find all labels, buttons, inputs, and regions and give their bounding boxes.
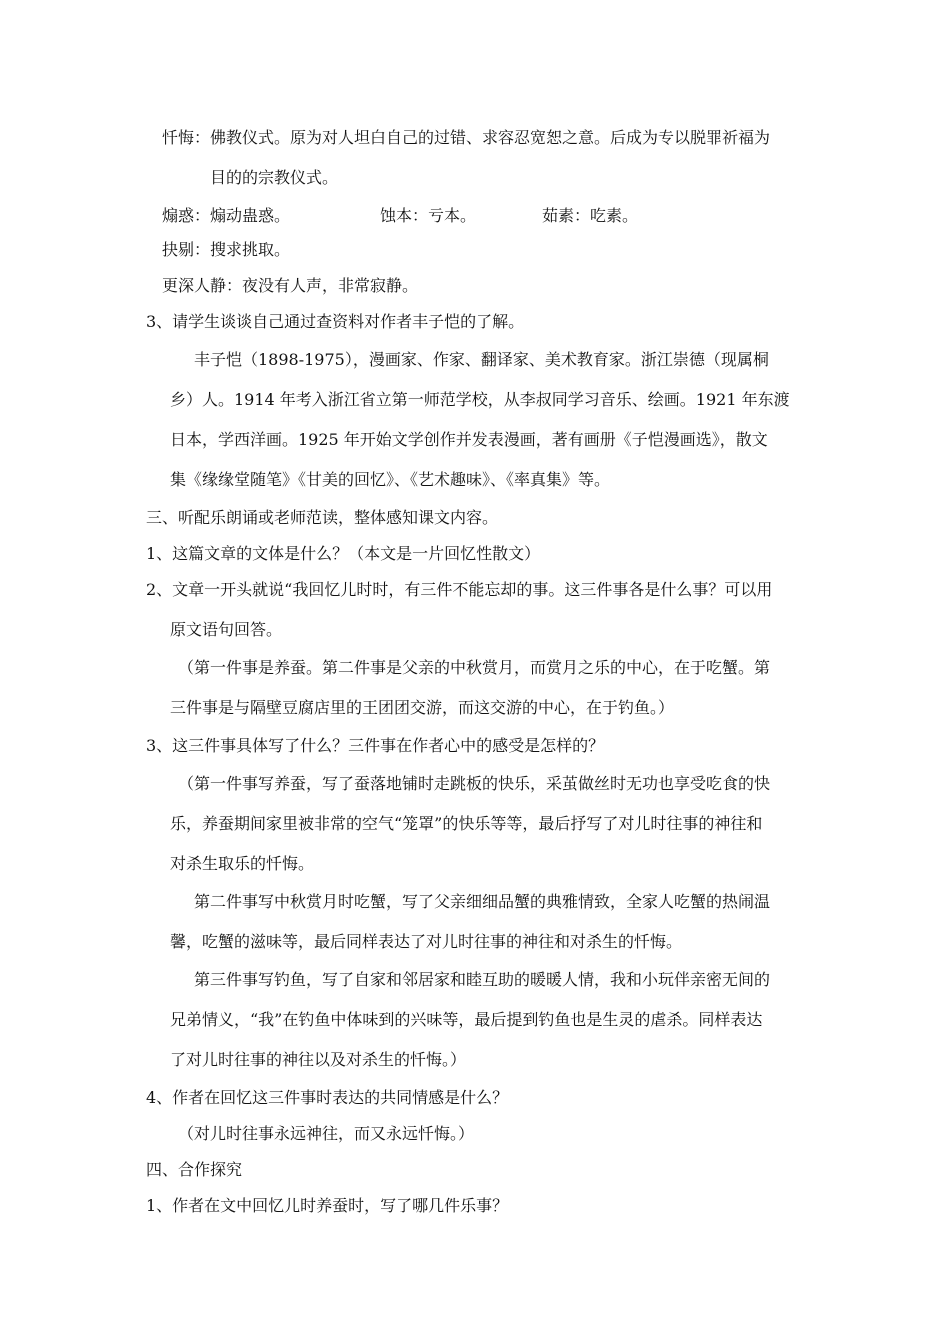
answer-3-p1-line: 乐，养蚕期间家里被非常的空气“笼罩”的快乐等等，最后抒写了对儿时往事的神往和 <box>170 814 763 833</box>
question-2-line-1: 2、文章一开头就说“我回忆儿时时，有三件不能忘却的事。这三件事各是什么事？可以用 <box>146 580 773 599</box>
question-2-line-2: 原文语句回答。 <box>170 620 283 639</box>
answer-3-p1-line: 对杀生取乐的忏悔。 <box>170 854 315 873</box>
answer-2-line-2: 三件事是与隔壁豆腐店里的王团团交游，而这交游的中心，在于钓鱼。） <box>170 698 675 717</box>
glossary-gengshen: 更深人静：夜没有人声，非常寂静。 <box>162 276 419 295</box>
question-1: 1、这篇文章的文体是什么？（本文是一片回忆性散文） <box>146 544 541 563</box>
answer-4: （对儿时往事永远神往，而又永远忏悔。） <box>178 1124 475 1143</box>
answer-3-p3-line: 第三件事写钓鱼，写了自家和邻居家和睦互助的暖暖人情，我和小玩伴亲密无间的 <box>194 970 771 989</box>
glossary-chanhui-line-1: 忏悔：佛教仪式。原为对人坦白自己的过错、求容忍宽恕之意。后成为专以脱罪祈福为 <box>162 128 771 147</box>
answer-3-p2-line: 第二件事写中秋赏月时吃蟹，写了父亲细细品蟹的典雅情致，全家人吃蟹的热闹温 <box>194 892 771 911</box>
glossary-jueti: 抉剔：搜求挑取。 <box>162 240 291 259</box>
glossary-shiben: 蚀本：亏本。 <box>380 206 477 225</box>
section-3-heading: 三、听配乐朗诵或老师范读，整体感知课文内容。 <box>146 508 499 527</box>
answer-3-p1-line: （第一件事写养蚕，写了蚕落地铺时走跳板的快乐，采茧做丝时无功也享受吃食的快 <box>178 774 771 793</box>
answer-line: 丰子恺（1898-1975），漫画家、作家、翻译家、美术教育家。浙江崇德（现属桐 <box>194 350 769 369</box>
glossary-shanhuo: 煽惑：煽动蛊惑。 <box>162 206 291 225</box>
question-3: 3、这三件事具体写了什么？三件事在作者心中的感受是怎样的？ <box>146 736 605 755</box>
answer-2-line-1: （第一件事是养蚕。第二件事是父亲的中秋赏月，而赏月之乐的中心，在于吃蟹。第 <box>178 658 771 677</box>
answer-line: 日本，学西洋画。1925 年开始文学创作并发表漫画，著有画册《子恺漫画选》，散文 <box>170 430 768 449</box>
answer-3-p3-line: 了对儿时往事的神往以及对杀生的忏悔。） <box>170 1050 467 1069</box>
question-4: 4、作者在回忆这三件事时表达的共同情感是什么？ <box>146 1088 509 1107</box>
section-4-question-1: 1、作者在文中回忆儿时养蚕时，写了哪几件乐事？ <box>146 1196 509 1215</box>
glossary-row <box>162 206 638 226</box>
answer-line: 乡）人。1914 年考入浙江省立第一师范学校，从李叔同学习音乐、绘画。1921 年东渡 <box>170 390 790 409</box>
answer-line: 集《缘缘堂随笔》《甘美的回忆》、《艺术趣味》、《率真集》等。 <box>170 470 611 489</box>
section-4-heading: 四、合作探究 <box>146 1160 243 1179</box>
glossary-chanhui-line-2: 目的的宗教仪式。 <box>210 168 339 187</box>
answer-3-p2-line: 馨，吃蟹的滋味等，最后同样表达了对儿时往事的神往和对杀生的忏悔。 <box>170 932 683 951</box>
question-3-fengzikai: 3、请学生谈谈自己通过查资料对作者丰子恺的了解。 <box>146 312 525 331</box>
answer-3-p3-line: 兄弟情义，“我”在钓鱼中体味到的兴味等，最后提到钓鱼也是生灵的虐杀。同样表达 <box>170 1010 763 1029</box>
glossary-rusu: 茹素：吃素。 <box>542 206 639 225</box>
